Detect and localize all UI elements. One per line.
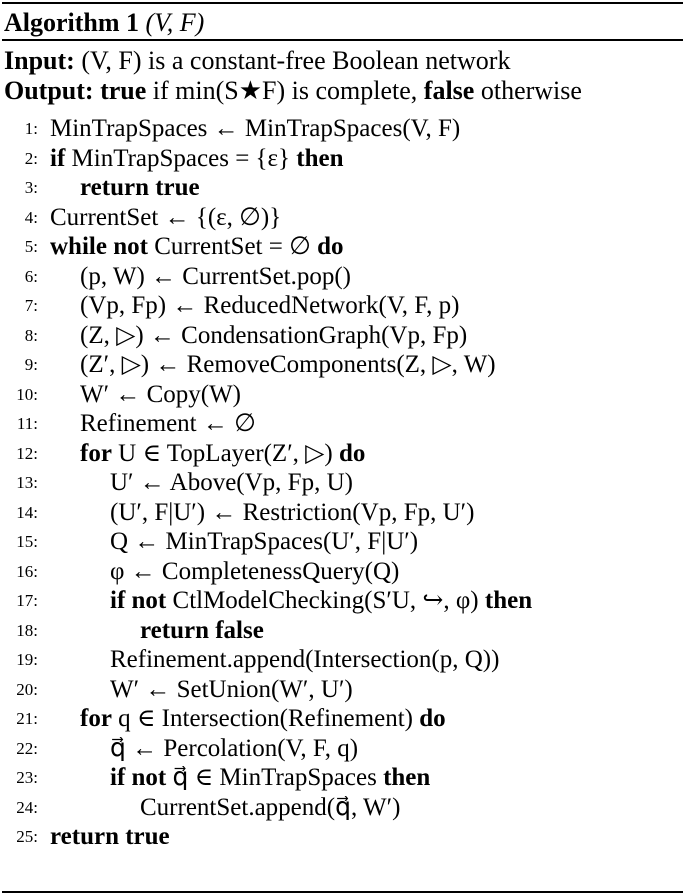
algorithm-title — [2, 4, 683, 41]
output-mid: if min(S★F) is complete, — [152, 76, 418, 105]
line-code: q⃗ ← Percolation(V, F, q) — [110, 734, 359, 762]
line-number: 22: — [16, 738, 38, 758]
line-code: Refinement ← ∅ — [80, 410, 256, 437]
line-code: if not q⃗ ∈ MinTrapSpaces then — [110, 764, 431, 791]
line-code: for q ∈ Intersection(Refinement) do — [80, 705, 446, 732]
line-number: 19: — [16, 650, 38, 669]
line-number: 21: — [16, 709, 38, 728]
algorithm-line — [2, 793, 683, 823]
output-label: Output: — [4, 76, 94, 105]
line-code: if not CtlModelChecking(S′U, ↪, φ) then — [110, 587, 533, 614]
line-number: 14: — [16, 502, 38, 522]
algorithm-line — [2, 675, 683, 705]
output-false: false — [423, 76, 475, 105]
line-code: CurrentSet.append(q⃗, W′) — [140, 793, 401, 821]
line-number: 6: — [24, 266, 38, 286]
algorithm-line — [2, 734, 683, 764]
line-number: 25: — [16, 827, 38, 846]
line-code: U′ ← Above(Vp, Fp, U) — [110, 469, 353, 496]
line-code: MinTrapSpaces ← MinTrapSpaces(V, F) — [50, 115, 461, 142]
algorithm-line — [2, 557, 683, 587]
output-true: true — [100, 76, 147, 105]
line-number: 8: — [24, 325, 38, 345]
line-code: CurrentSet ← {(ε, ∅)} — [50, 203, 282, 231]
algorithm-box — [2, 2, 683, 893]
line-code: (Z′, ▷) ← RemoveComponents(Z, ▷, W) — [80, 351, 496, 378]
algorithm-line — [2, 468, 683, 498]
input-line — [2, 46, 683, 76]
algorithm-line — [2, 232, 683, 262]
algorithm-line — [2, 439, 683, 469]
algorithm-line — [2, 380, 683, 410]
line-number: 4: — [24, 207, 38, 227]
line-number: 10: — [16, 384, 38, 404]
line-code: return false — [140, 616, 264, 644]
input-label: Input: — [4, 46, 75, 75]
line-code: Q ← MinTrapSpaces(U′, F|U′) — [110, 528, 419, 555]
line-code: while not CurrentSet = ∅ do — [50, 233, 344, 260]
algorithm-line — [2, 704, 683, 734]
line-code: W′ ← SetUnion(W′, U′) — [110, 675, 353, 703]
line-code: if MinTrapSpaces = {ε} then — [50, 144, 344, 172]
line-number: 23: — [16, 768, 38, 787]
line-number: 18: — [16, 620, 38, 640]
line-number: 1: — [24, 119, 38, 138]
line-number: 20: — [16, 679, 38, 699]
algorithm-line — [2, 586, 683, 616]
algorithm-line — [2, 763, 683, 793]
line-number: 17: — [16, 591, 38, 610]
algorithm-line — [2, 321, 683, 351]
algorithm-line — [2, 822, 683, 852]
line-number: 24: — [16, 797, 38, 817]
line-number: 5: — [24, 237, 38, 256]
line-number: 11: — [16, 414, 38, 433]
output-line — [2, 76, 683, 106]
input-text: (V, F) is a constant-free Boolean network — [81, 46, 511, 75]
algorithm-line — [2, 498, 683, 528]
line-code: Refinement.append(Intersection(p, Q)) — [110, 646, 500, 673]
line-code: W′ ← Copy(W) — [80, 380, 241, 408]
line-code: for U ∈ TopLayer(Z′, ▷) do — [80, 439, 366, 467]
algorithm-line — [2, 616, 683, 646]
line-number: 2: — [24, 148, 38, 168]
algorithm-line — [2, 409, 683, 439]
algorithm-title-label: Algorithm 1 — [4, 8, 140, 37]
algorithm-title-args: (V, F) — [145, 8, 205, 37]
algorithm-line — [2, 114, 683, 144]
algorithm-line — [2, 350, 683, 380]
line-number: 3: — [24, 178, 38, 197]
line-code: (Vp, Fp) ← ReducedNetwork(V, F, p) — [80, 292, 460, 319]
line-number: 7: — [24, 296, 38, 315]
line-code: (Z, ▷) ← CondensationGraph(Vp, Fp) — [80, 321, 468, 349]
line-code: φ ← CompletenessQuery(Q) — [110, 557, 400, 585]
algorithm-line — [2, 645, 683, 675]
output-end: otherwise — [480, 76, 582, 105]
line-code: return true — [50, 823, 170, 850]
algorithm-line — [2, 203, 683, 233]
line-number: 13: — [16, 473, 38, 492]
line-number: 15: — [16, 532, 38, 551]
line-number: 16: — [16, 561, 38, 581]
line-code: return true — [80, 174, 200, 201]
algorithm-line — [2, 262, 683, 292]
line-number: 12: — [16, 443, 38, 463]
line-code: (U′, F|U′) ← Restriction(Vp, Fp, U′) — [110, 498, 475, 526]
line-code: (p, W) ← CurrentSet.pop() — [80, 262, 352, 290]
line-number: 9: — [24, 355, 38, 374]
algorithm-line — [2, 291, 683, 321]
algorithm-line — [2, 144, 683, 174]
algorithm-line — [2, 173, 683, 203]
algorithm-line — [2, 527, 683, 557]
